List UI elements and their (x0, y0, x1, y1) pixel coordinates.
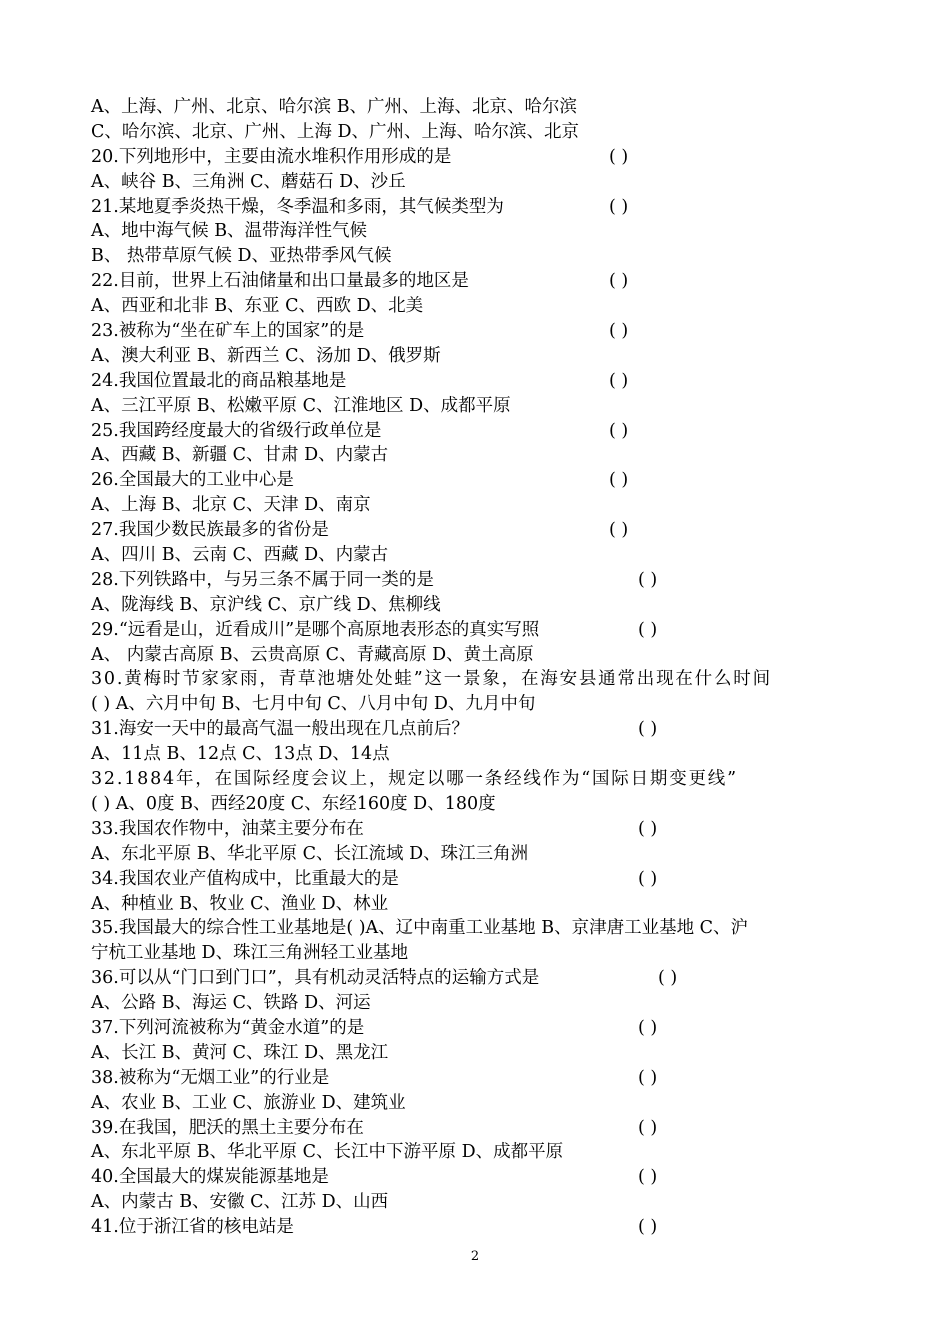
option-line (91, 593, 881, 618)
line-text: A、西亚和北非 B、东亚 C、西欧 D、北美 (91, 296, 424, 317)
question-line (91, 1165, 881, 1190)
line-text: 21.某地夏季炎热干燥，冬季温和多雨，其气候类型为 (91, 196, 504, 217)
line-text: 32.1884年，在国际经度会议上，规定以哪一条经线作为“国际日期变更线” (91, 769, 738, 790)
option-line (91, 244, 881, 269)
option-line (91, 1190, 881, 1215)
option-line (91, 443, 881, 468)
line-text: A、澳大利亚 B、新西兰 C、汤加 D、俄罗斯 (91, 345, 441, 366)
question-line (91, 1066, 881, 1091)
question-line (91, 145, 881, 170)
line-text: A、11点 B、12点 C、13点 D、14点 (91, 744, 390, 765)
option-line (91, 692, 881, 717)
answer-blank: ( ) (609, 271, 629, 292)
answer-blank: ( ) (609, 321, 629, 342)
answer-blank: ( ) (638, 1117, 658, 1138)
line-text: 35.我国最大的综合性工业基地是( )A、辽中南重工业基地 B、京津唐工业基地 C、沪 (91, 918, 749, 939)
line-text: A、内蒙古 B、安徽 C、江苏 D、山西 (91, 1192, 389, 1213)
question-line (91, 618, 881, 643)
question-line (91, 667, 881, 692)
question-line (91, 195, 881, 220)
line-text: A、东北平原 B、华北平原 C、长江流域 D、珠江三角洲 (91, 843, 529, 864)
option-line (91, 294, 881, 319)
option-line (91, 1041, 881, 1066)
line-text: 37.下列河流被称为“黄金水道”的是 (91, 1017, 365, 1038)
question-line (91, 1215, 881, 1240)
option-line (91, 842, 881, 867)
option-line (91, 892, 881, 917)
question-line (91, 916, 881, 941)
line-text: 20.下列地形中，主要由流水堆积作用形成的是 (91, 146, 452, 167)
line-text: A、峡谷 B、三角洲 C、蘑菇石 D、沙丘 (91, 171, 406, 192)
line-text: C、哈尔滨、北京、广州、上海 D、广州、上海、哈尔滨、北京 (91, 121, 579, 142)
answer-blank: ( ) (638, 1017, 658, 1038)
line-text: 23.被称为“坐在矿车上的国家”的是 (91, 321, 365, 342)
line-text: A、长江 B、黄河 C、珠江 D、黑龙江 (91, 1042, 389, 1063)
answer-blank: ( ) (638, 569, 658, 590)
option-line (91, 991, 881, 1016)
line-text: A、农业 B、工业 C、旅游业 D、建筑业 (91, 1092, 406, 1113)
page-number: 2 (470, 1249, 480, 1264)
question-line (91, 717, 881, 742)
line-text: 27.我国少数民族最多的省份是 (91, 520, 329, 541)
question-line (91, 767, 881, 792)
line-text: 22.目前，世界上石油储量和出口量最多的地区是 (91, 271, 469, 292)
answer-blank: ( ) (658, 968, 678, 989)
answer-blank: ( ) (609, 370, 629, 391)
line-text: 41.位于浙江省的核电站是 (91, 1217, 294, 1238)
line-text: 39.在我国，肥沃的黑土主要分布在 (91, 1117, 364, 1138)
line-text: 24.我国位置最北的商品粮基地是 (91, 370, 347, 391)
line-text: 30.黄梅时节家家雨，青草池塘处处蛙”这一景象，在海安县通常出现在什么时间 (91, 669, 772, 690)
question-line (91, 319, 881, 344)
answer-blank: ( ) (609, 470, 629, 491)
question-line (91, 1016, 881, 1041)
line-text: ( ) A、六月中旬 B、七月中旬 C、八月中旬 D、九月中旬 (91, 694, 536, 715)
line-text: 40.全国最大的煤炭能源基地是 (91, 1167, 329, 1188)
answer-blank: ( ) (638, 719, 658, 740)
answer-blank: ( ) (609, 196, 629, 217)
answer-blank: ( ) (609, 420, 629, 441)
line-text: 宁杭工业基地 D、珠江三角洲轻工业基地 (91, 943, 409, 964)
line-text: 29.“远看是山，近看成川”是哪个高原地表形态的真实写照 (91, 619, 540, 640)
option-line (91, 493, 881, 518)
option-line (91, 543, 881, 568)
option-line (91, 120, 881, 145)
line-text: A、东北平原 B、华北平原 C、长江中下游平原 D、成都平原 (91, 1142, 564, 1163)
option-line (91, 170, 881, 195)
option-line (91, 344, 881, 369)
option-line (91, 1140, 881, 1165)
question-list (91, 95, 881, 1240)
option-line (91, 219, 881, 244)
answer-blank: ( ) (638, 1167, 658, 1188)
question-line (91, 419, 881, 444)
question-line (91, 867, 881, 892)
line-text: A、西藏 B、新疆 C、甘肃 D、内蒙古 (91, 445, 389, 466)
line-text: 38.被称为“无烟工业”的行业是 (91, 1067, 330, 1088)
line-text: 25.我国跨经度最大的省级行政单位是 (91, 420, 382, 441)
line-text: A、三江平原 B、松嫩平原 C、江淮地区 D、成都平原 (91, 395, 511, 416)
line-text: ( ) A、0度 B、西经20度 C、东经160度 D、180度 (91, 793, 496, 814)
question-line (91, 568, 881, 593)
line-text: A、 内蒙古高原 B、云贵高原 C、青藏高原 D、黄土高原 (91, 644, 534, 665)
question-line (91, 817, 881, 842)
line-text: 34.我国农业产值构成中，比重最大的是 (91, 868, 399, 889)
line-text: A、上海 B、北京 C、天津 D、南京 (91, 495, 371, 516)
answer-blank: ( ) (609, 146, 629, 167)
question-line (91, 468, 881, 493)
line-text: A、四川 B、云南 C、西藏 D、内蒙古 (91, 545, 389, 566)
line-text: 28.下列铁路中，与另三条不属于同一类的是 (91, 569, 434, 590)
line-text: A、种植业 B、牧业 C、渔业 D、林业 (91, 893, 389, 914)
option-line (91, 792, 881, 817)
question-line (91, 966, 881, 991)
line-text: 36.可以从“门口到门口”，具有机动灵活特点的运输方式是 (91, 968, 540, 989)
line-text: B、 热带草原气候 D、亚热带季风气候 (91, 246, 392, 267)
option-line (91, 1091, 881, 1116)
question-line (91, 1116, 881, 1141)
question-line (91, 518, 881, 543)
line-text: A、地中海气候 B、温带海洋性气候 (91, 221, 368, 242)
line-text: 31.海安一天中的最高气温一般出现在几点前后？ (91, 719, 469, 740)
option-line (91, 742, 881, 767)
option-line (91, 394, 881, 419)
answer-blank: ( ) (638, 619, 658, 640)
answer-blank: ( ) (638, 1217, 658, 1238)
line-text: 26.全国最大的工业中心是 (91, 470, 294, 491)
answer-blank: ( ) (638, 818, 658, 839)
option-line (91, 941, 881, 966)
answer-blank: ( ) (638, 868, 658, 889)
answer-blank: ( ) (609, 520, 629, 541)
line-text: A、上海、广州、北京、哈尔滨 B、广州、上海、北京、哈尔滨 (91, 97, 578, 117)
option-line (91, 95, 881, 120)
question-line (91, 269, 881, 294)
answer-blank: ( ) (638, 1067, 658, 1088)
question-line (91, 369, 881, 394)
option-line (91, 643, 881, 668)
line-text: A、公路 B、海运 C、铁路 D、河运 (91, 993, 371, 1014)
line-text: A、陇海线 B、京沪线 C、京广线 D、焦柳线 (91, 594, 441, 615)
line-text: 33.我国农作物中，油菜主要分布在 (91, 818, 364, 839)
